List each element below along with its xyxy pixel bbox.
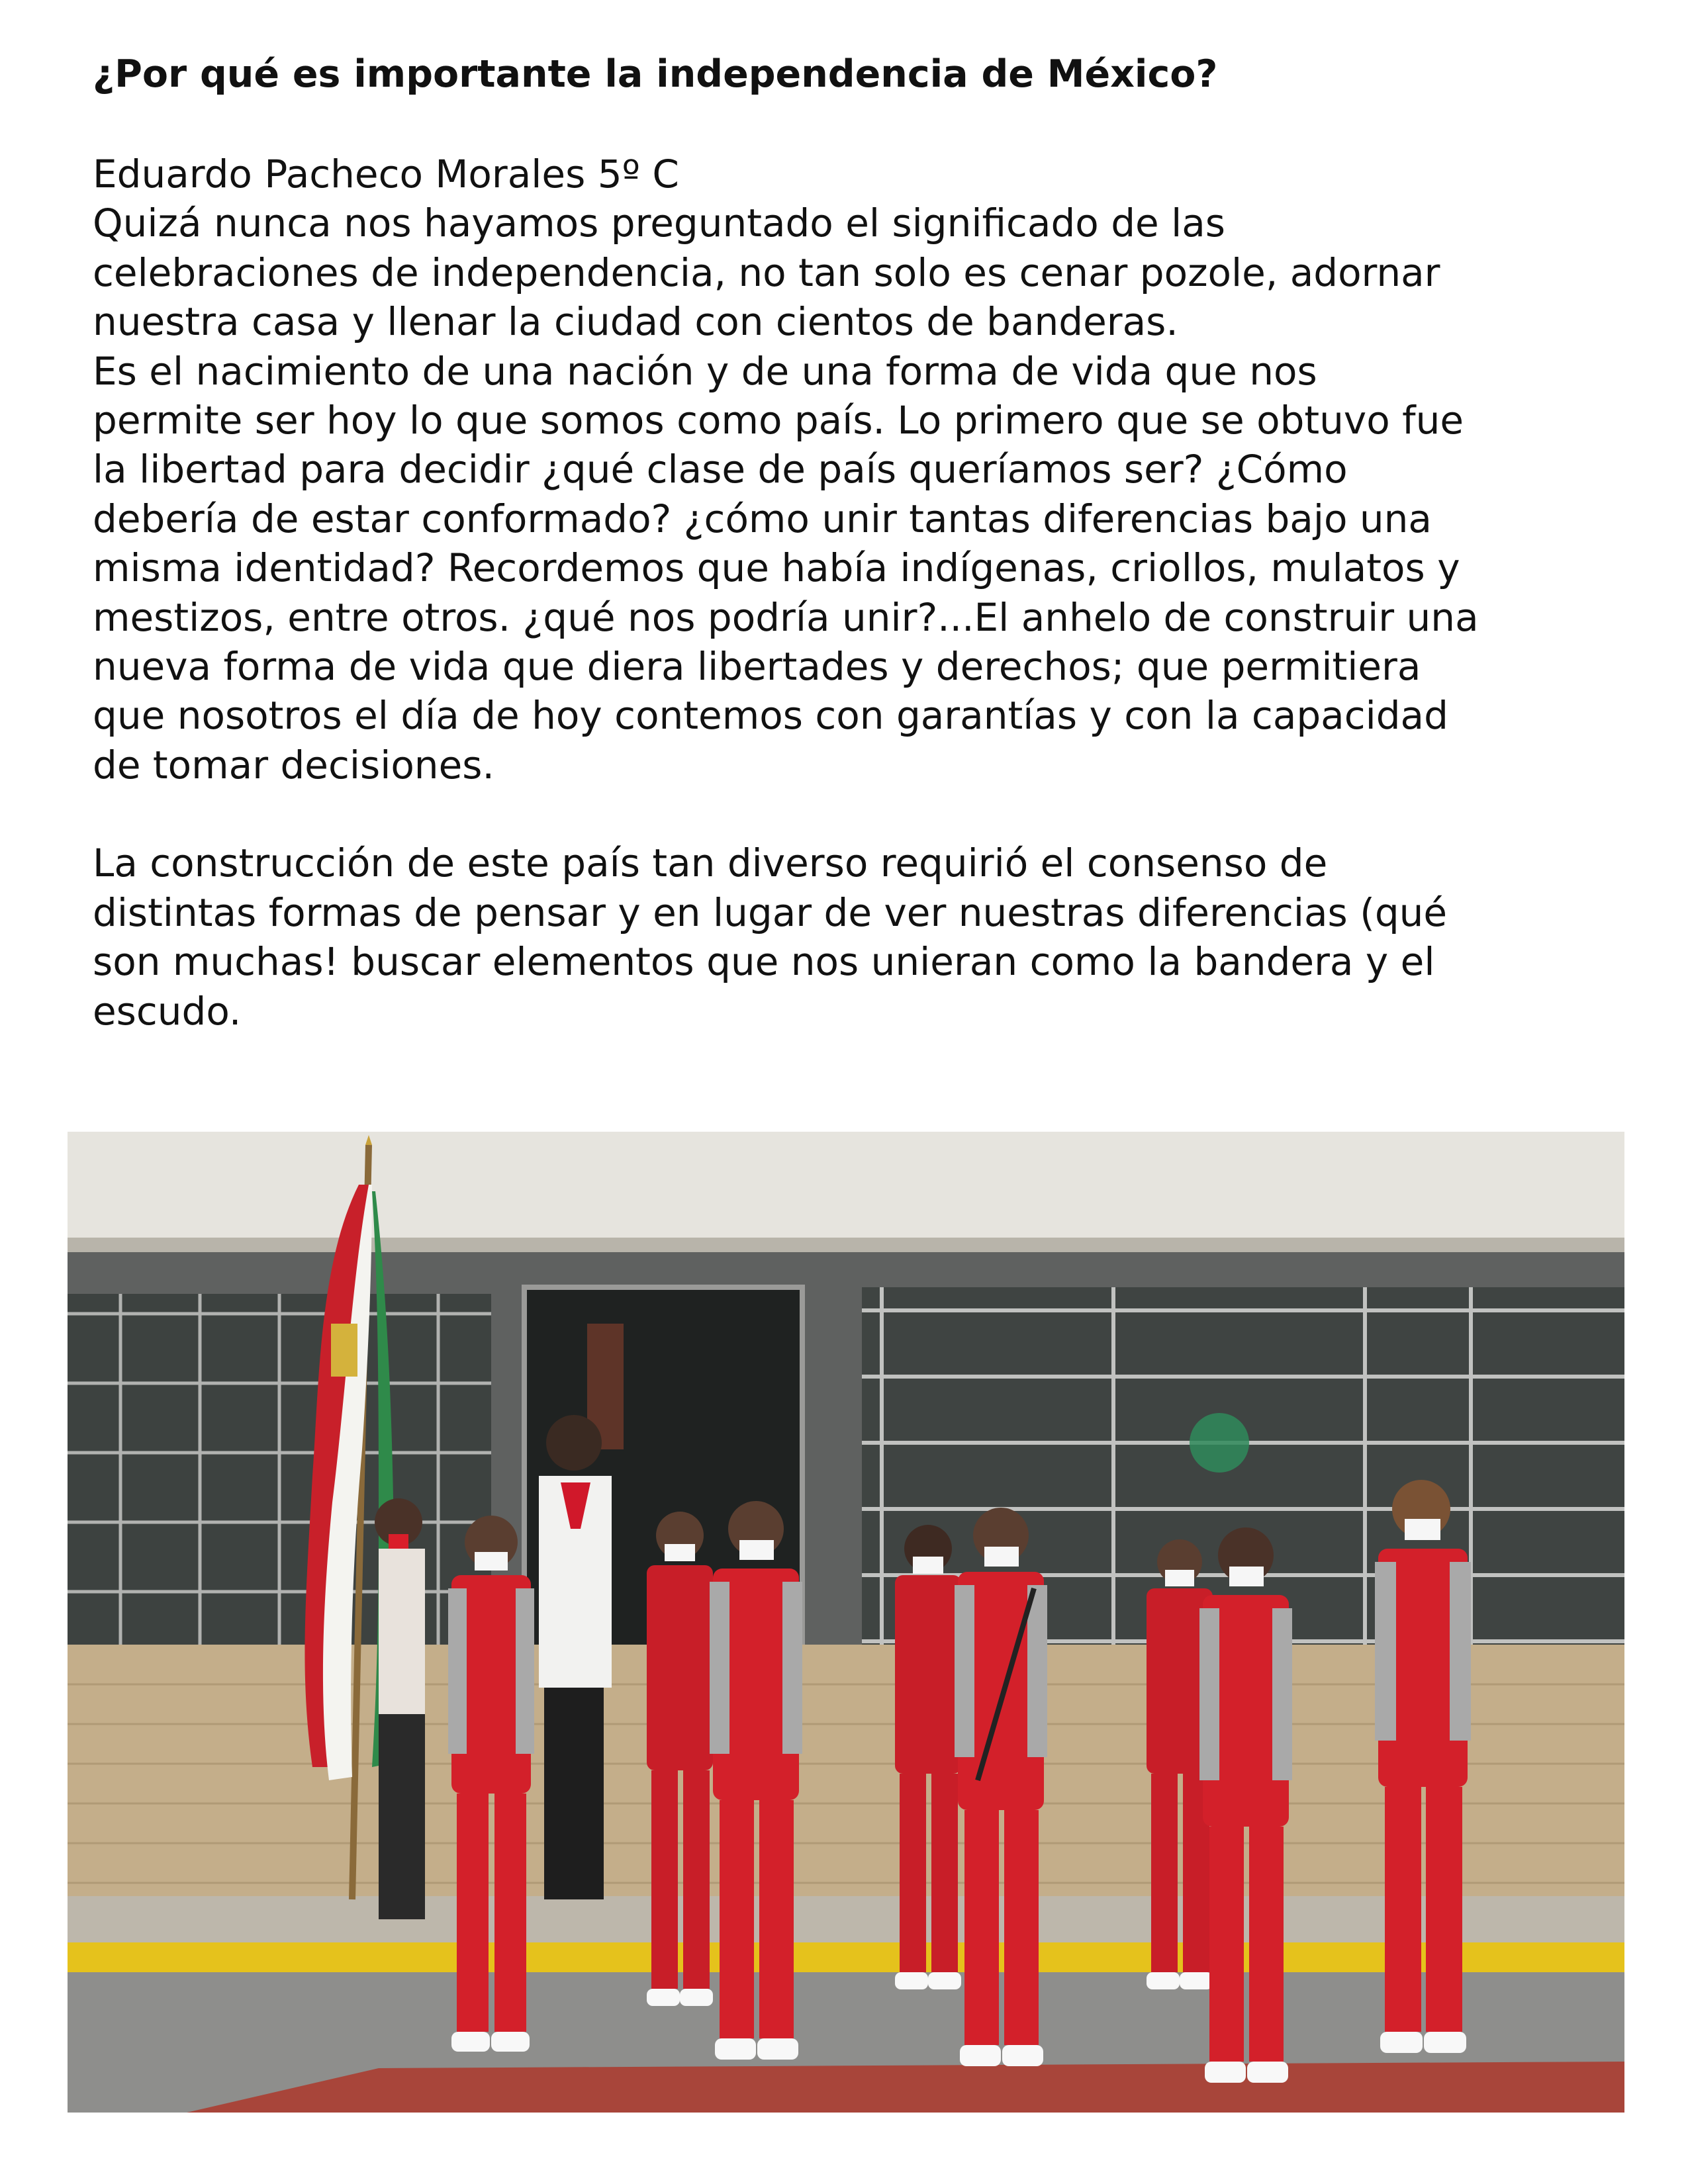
roof-edge: [68, 1238, 1624, 1252]
document-title: ¿Por qué es importante la independencia de México?: [93, 52, 1218, 96]
text-line: nuestra casa y llenar la ciudad con cientos de banderas.: [93, 299, 1178, 345]
text-line: son muchas! buscar elementos que nos unieran como la bandera y el: [93, 939, 1435, 985]
text-line: distintas formas de pensar y en lugar de ver nuestras diferencias (qué: [93, 889, 1448, 935]
text-line: nueva forma de vida que diera libertades y derechos; que permitiera: [93, 644, 1421, 690]
text-line: Quizá nunca nos hayamos preguntado el significado de las: [93, 201, 1225, 246]
ceremony-photo: [68, 1132, 1624, 2113]
text-line: permite ser hoy lo que somos como país. Lo primero que se obtuvo fue: [93, 398, 1464, 443]
left-window: [68, 1294, 491, 1645]
text-line: la libertad para decidir ¿qué clase de país queríamos ser? ¿Cómo: [93, 447, 1348, 492]
paragraph-3: [93, 839, 1635, 1036]
document-body: [93, 150, 1635, 1036]
paragraph-1: [93, 199, 1635, 346]
text-line: debería de estar conformado? ¿cómo unir tantas diferencias bajo una: [93, 496, 1432, 541]
text-line: misma identidad? Recordemos que había indígenas, criollos, mulatos y: [93, 545, 1460, 591]
wall-band: [68, 1132, 1624, 1248]
text-line: La construcción de este país tan diverso requirió el consenso de: [93, 841, 1328, 886]
text-line: celebraciones de independencia, no tan solo es cenar pozole, adornar: [93, 250, 1440, 295]
teacher-figure: [375, 1498, 425, 1919]
text-line: que nosotros el día de hoy contemos con garantías y con la capacidad: [93, 693, 1448, 739]
author-line: Eduardo Pacheco Morales 5º C: [93, 152, 679, 197]
paragraph-2: [93, 347, 1635, 790]
text-line: mestizos, entre otros. ¿qué nos podría unir?...El anhelo de construir una: [93, 594, 1479, 640]
text-line: Es el nacimiento de una nación y de una forma de vida que nos: [93, 348, 1317, 394]
paragraph-spacer: [93, 790, 1635, 839]
text-line: de tomar decisiones.: [93, 742, 494, 788]
text-line: escudo.: [93, 988, 242, 1034]
ceremony-photo-illustration: [68, 1132, 1624, 2113]
red-court-line: [187, 2062, 1624, 2113]
man-in-doorway: [539, 1415, 612, 1899]
